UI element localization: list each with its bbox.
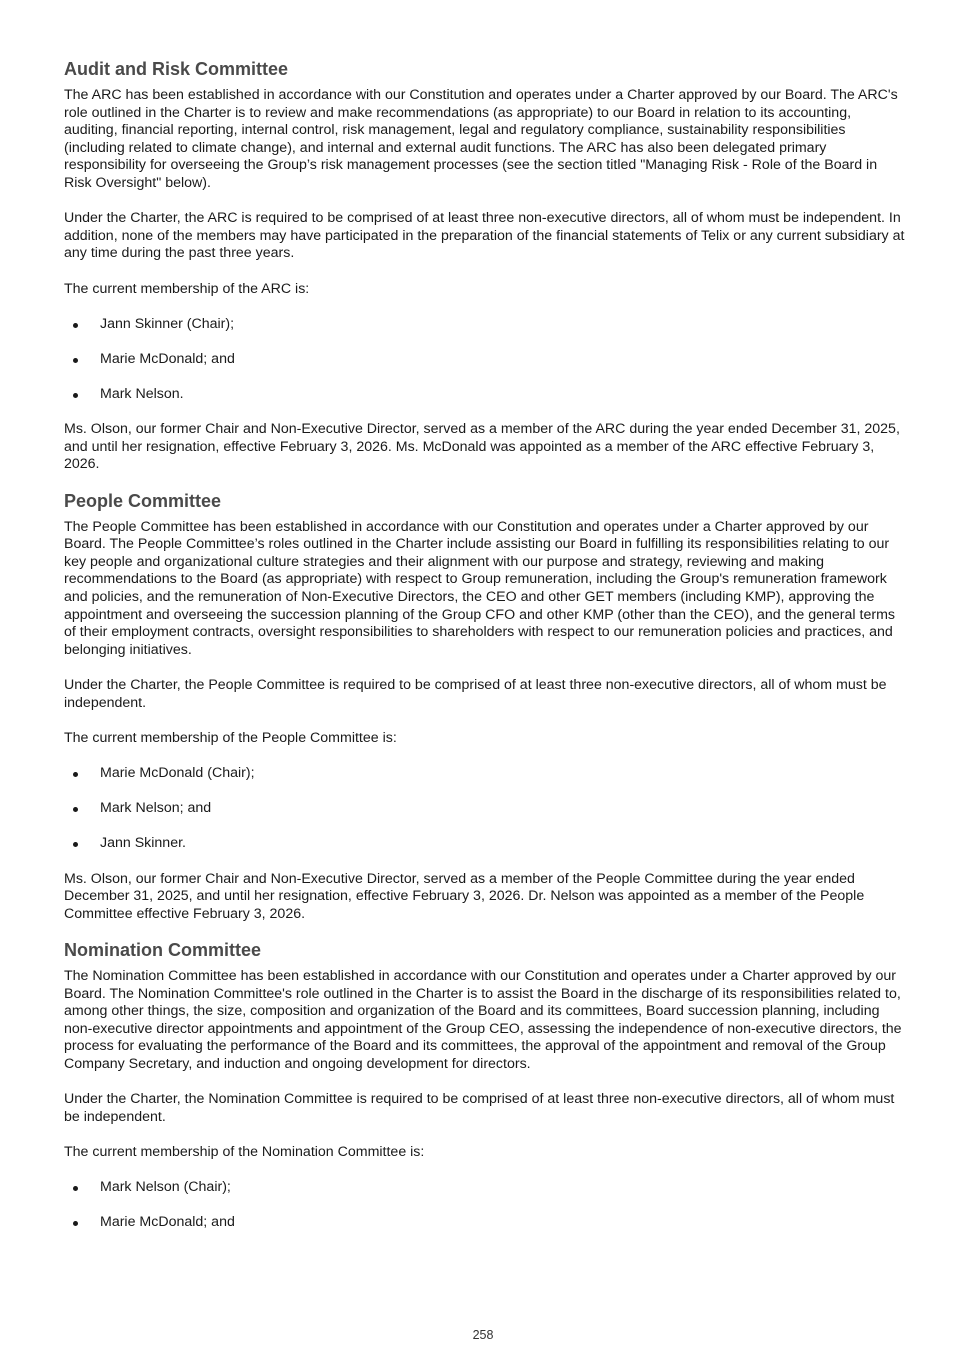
paragraph: The Nomination Committee has been established in accordance with our Constitution and operates under a Charter approved by our Board. The Nomination Committee's role outlined in the Charter is to assist the Board in the discharge of its responsibilities related to, among other things, the size, composition and organization of the Board and its committees, Board succession planning, including non-executive director appointments and appointment of the Group CEO, assessing the independence of non-executive directors, the process for evaluating the performance of the Board and its committees, the approval of the appointment and removal of the Group Company Secretary, and induction and ongoing development for directors.	[64, 967, 902, 1072]
member-list	[64, 1179, 906, 1232]
page-number: 258	[472, 1328, 494, 1342]
section-nomination-committee	[64, 939, 906, 1232]
section-heading: Nomination Committee	[64, 939, 262, 960]
list-item: Mark Nelson (Chair);	[64, 1179, 906, 1197]
paragraph: The current membership of the Nomination Committee is:	[64, 1143, 425, 1160]
section-heading: Audit and Risk Committee	[64, 59, 289, 79]
member-list	[64, 316, 906, 404]
member-list	[64, 765, 906, 853]
list-item: Jann Skinner.	[64, 835, 906, 853]
paragraph: Under the Charter, the People Committee is required to be comprised of at least three non-executive directors, all of whom must be independent.	[64, 677, 887, 711]
list-item: Marie McDonald; and	[64, 1214, 906, 1232]
paragraph: Ms. Olson, our former Chair and Non-Executive Director, served as a member of the ARC during the year ended December 31, 2025, and until her resignation, effective February 3, 2026. Ms. McDonald was appointed as a member of the ARC effective February 3, 2026.	[64, 421, 900, 473]
list-item: Mark Nelson.	[64, 386, 906, 404]
list-item: Jann Skinner (Chair);	[64, 316, 906, 334]
list-item: Marie McDonald (Chair);	[64, 765, 906, 783]
list-item: Marie McDonald; and	[64, 351, 906, 369]
list-item: Mark Nelson; and	[64, 800, 906, 818]
paragraph: The current membership of the People Committee is:	[64, 729, 397, 746]
paragraph: The current membership of the ARC is:	[64, 280, 310, 297]
paragraph: Under the Charter, the Nomination Committee is required to be comprised of at least three non-executive directors, all of whom must be independent.	[64, 1091, 895, 1125]
paragraph: The ARC has been established in accordance with our Constitution and operates under a Charter approved by our Board. The ARC's role outlined in the Charter is to review and make recommendations (as appropriate) to our Board in relation to its accounting, auditing, financial reporting, internal control, risk management, legal and regulatory compliance, sustainability responsibilities (including related to climate change), and internal and external audit functions. The ARC has also been delegated primary responsibility for overseeing the Group’s risk management processes (see the section titled "Managing Risk - Role of the Board in Risk Oversight" below).	[64, 87, 898, 191]
section-audit-and-risk-committee	[64, 58, 906, 474]
section-heading: People Committee	[64, 490, 222, 511]
paragraph: Ms. Olson, our former Chair and Non-Executive Director, served as a member of the People Committee during the year ended December 31, 2025, and until her resignation, effective February 3, 2026. Dr. Nelson was appointed as a member of the People Committee effective February 3, 2026.	[64, 870, 865, 922]
page-content	[64, 58, 906, 1249]
paragraph: The People Committee has been established in accordance with our Constitution and operates under a Charter approved by our Board. The People Committee’s roles outlined in the Charter include assisting our Board in fulfilling its responsibilities relating to our key people and organizational culture strategies and their alignment with our purpose and strategy, reviewing and making recommendations to the Board (as appropriate) with respect to Group remuneration, including the Group's remuneration framework and policies, and the remuneration of Non-Executive Directors, the CEO and other GET members (including KMP), approving the appointment and overseeing the succession planning of the Group CFO and other KMP (other than the CEO), and the general terms of their employment contracts, oversight responsibilities to shareholders with respect to our remuneration policies and practices, and belonging initiatives.	[64, 518, 895, 658]
section-people-committee	[64, 490, 906, 924]
paragraph: Under the Charter, the ARC is required to be comprised of at least three non-executive directors, all of whom must be independent. In addition, none of the members may have participated in the preparation of the financial statements of Telix or any current subsidiary at any time during the past three years.	[64, 210, 905, 262]
